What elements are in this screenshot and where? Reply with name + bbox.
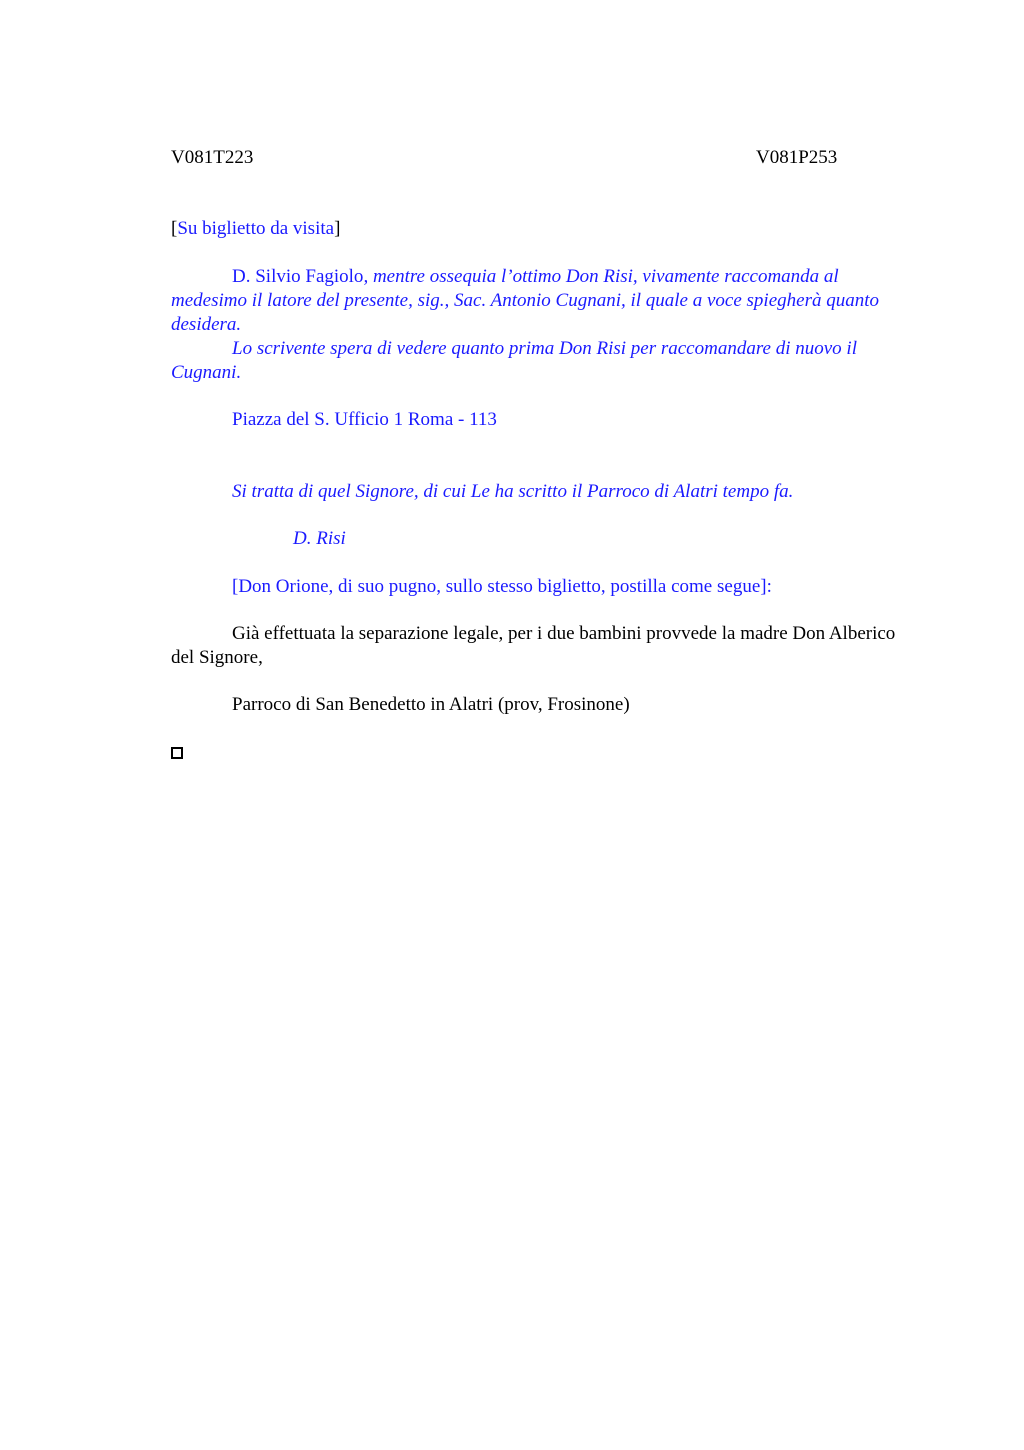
- end-marker: [171, 741, 916, 766]
- annotation-body: Già effettuata la separazione legale, per i due bambini provvede la madre Don Alberico del Signore,: [171, 623, 896, 668]
- volume-code-right: V081P253: [756, 147, 838, 168]
- reply-text: Si tratta di quel Signore, di cui Le ha scritto il Parroco di Alatri tempo fa.: [232, 481, 794, 502]
- letter-paragraph-1: [171, 265, 916, 337]
- sender-address: Piazza del S. Ufficio 1 Roma - 113: [232, 409, 497, 430]
- document-page: [171, 146, 916, 766]
- document-header: [171, 146, 916, 170]
- annotation-intro: [Don Orione, di suo pugno, sullo stesso biglietto, postilla come segue]:: [232, 576, 772, 597]
- annotation-parish: Parroco di San Benedetto in Alatri (prov, Frosinone): [232, 694, 630, 715]
- bracket-close: ]: [334, 218, 341, 239]
- sender-name: D. Silvio Fagiolo: [232, 266, 364, 287]
- bracket-open: [: [171, 218, 178, 239]
- letter-paragraph-2: Lo scrivente spera di vedere quanto prima Don Risi per raccomandare di nuovo il Cugnani.: [171, 338, 857, 383]
- letter-paragraph-1-text: , mentre ossequia l’ottimo Don Risi, vivamente raccomanda al medesimo il latore del presente, sig., Sac. Antonio Cugnani, il quale a voce spiegherà quanto desidera.: [171, 266, 880, 335]
- reply-signature: D. Risi: [293, 528, 346, 549]
- note-line: [171, 217, 916, 241]
- volume-code-left: V081T223: [171, 147, 254, 168]
- note-label: Su biglietto da visita: [177, 218, 335, 239]
- square-outline-icon: [171, 747, 183, 759]
